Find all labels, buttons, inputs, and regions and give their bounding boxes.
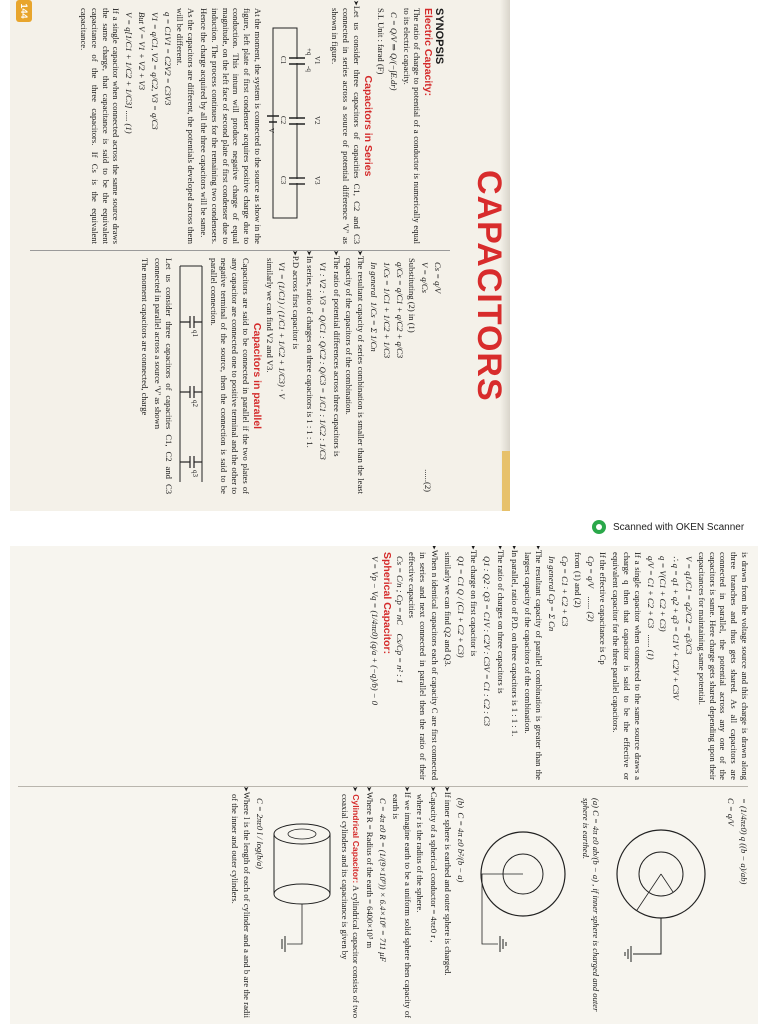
right-column <box>137 255 444 494</box>
spherical-c-def-eq: C = q/V <box>726 798 737 826</box>
parallel-equivalent-text: If a single capacitor when connected to the same source draws a charge q then that capacitor is said to be the effective or equivalent capacitor for the three parallel capacitors. <box>611 552 643 780</box>
series-body: At the moment, the system is connected to the source as show in the figure, left plate of first condenser acquires positive charge due to conduction. This inturn will produce negative charge of equal magnitude, on the left face of second plate of first condenser due to induction. The process continues for the remaining two condensers. Hence the charge acquired by all the three capacitors will be same. <box>199 8 264 244</box>
v1-eq: V1 = (1/C1) / (1/C1 + 1/C2 + 1/C3) · V <box>277 262 288 399</box>
q1-eq: Q1 = C1 Q / (C1 + C2 + C3) <box>455 556 466 658</box>
page-edge-strip <box>502 451 510 511</box>
cp-sum-eq: Cp = C1 + C2 + C3 <box>560 556 571 627</box>
label-v2: V2 <box>313 116 322 125</box>
series-voltage-eq: V = q[1/C1 + 1/C2 + 1/C3] ..... (1) <box>124 12 135 134</box>
upper-page-scan <box>10 0 510 511</box>
label-q3: q3 <box>190 470 199 477</box>
series-body-2: As the capacitors are different, the potentials developed across them will be different. <box>175 8 197 244</box>
column-divider <box>30 250 450 251</box>
v-cs-eq: V = q/Cs <box>420 262 431 293</box>
parallel-q-eq: q = V(C1 + C2 + C3) <box>658 556 669 632</box>
label-v1: V1 <box>313 56 322 65</box>
charge-ratio-eq: Q1 : Q2 : Q3 = C1V : C2V : C3V = C1 : C2 : C3 <box>482 556 493 727</box>
parallel-heading: Capacitors in parallel <box>250 322 263 430</box>
spherical-capacitor-figure-b <box>468 814 578 994</box>
chapter-title: CAPACITORS <box>470 170 508 402</box>
scanner-label-text: Scanned with OKEN Scanner <box>613 521 745 533</box>
parallel-q-sum-eq: ∴ q = q1 + q2 + q3 = C1V + C2V + C3V <box>671 556 682 700</box>
cp-general-eq: In general Cp = Σ Cn <box>547 556 558 632</box>
series-intro: ➤ Let us consider three capacitors of capacities C1, C2 and C3 connected in series across a source of potential difference 'V' as shown in figure. <box>329 8 362 244</box>
parallel-text: Capacitors are said to be connected in parallel if the two plates of any capacitor are connected one to positive terminal and the other to negative terminal of the source, then the connection is said to be parallel connection. <box>208 258 252 494</box>
parallel-v-eq: V = q1/C1 = q2/C2 = q3/C3 <box>684 556 695 655</box>
cylindrical-c-eq: C = 2πε0 l / log(b/a) <box>254 798 265 870</box>
label-minus-q: -q <box>305 66 314 72</box>
parallel-charge-text: is drawn from the voltage source and this charge is drawn along three branches and thus gets shared. As all capacitors are connected in parallel, the potential across any one of the capacitors is same. Here charge gets shared depending upon their capacitances for maintaining same potential. <box>696 552 750 780</box>
electric-capacity-heading: Electric Capacity: <box>422 8 435 97</box>
similarly-v2-v3: similarly we can find V2 and V3. <box>264 258 275 373</box>
lower-column-2 <box>227 791 750 1018</box>
spherical-c-case-a-eq: (a) C = 4π ε0 ab/(b − a) , if inner sphere is charged and outer sphere is earthed. <box>580 798 602 1012</box>
bullet-pd-ratio: ➤ The ratio of potential differences across three capacitors is <box>330 258 342 494</box>
cs-cp-ratio-eq: Cs = C/n ; Cp = nC Cs/Cp = n² : 1 <box>394 556 405 684</box>
inverse-sum-eq: 1/Cs = 1/C1 + 1/C2 + 1/C3 <box>381 262 392 359</box>
parallel-text-3: The moment capacitors are connected, charge <box>140 258 151 416</box>
spherical-c-case-b-eq: (b) C = 4π ε0 b²/(b − a) <box>455 798 466 883</box>
bullet-charge-ratio: ➤ In series, ratio of charges on three capacitors is 1 : 1 : 1. <box>303 258 315 494</box>
parallel-effective-text: If the effective capacitance is Cp <box>598 552 609 665</box>
bullet-earth-radius: ➤ Where R = Radius of the earth = 6400×10³ m <box>363 794 375 1018</box>
bullet-first-charge: ➤ The charge on first capacitor is <box>468 552 480 780</box>
cylindrical-capacitor-figure <box>267 804 337 1004</box>
series-heading: Capacitors in Series <box>362 75 375 177</box>
earth-capacity-eq: C = 4π ε0 R = (1/(9×10⁹)) × 6.4×10⁶ = 711 μF <box>378 798 389 962</box>
column-divider-1 <box>18 786 748 787</box>
similarly-q2-q3: similarly we can find Q2 and Q3. <box>442 552 453 667</box>
pd-ratio-eq: V1 : V2 : V3 = Q/C1 : Q/C2 : Q/C3 = 1/C1 : 1/C2 : 1/C3 <box>317 262 328 460</box>
bullet-earth-capacity: ➤ If we imagine earth to be a uniform solid sphere then capacity of earth is <box>390 794 413 1018</box>
cs-definition-eq: Cs = q/V <box>433 262 443 294</box>
substituted-eq: q/Cs = q/C1 + q/C2 + q/C3 <box>394 262 405 359</box>
cylindrical-capacitor-heading: Cylindrical Capacitor: <box>351 794 362 884</box>
series-equivalent-text: If a single capacitor when connected across the same source draws the same charge, that capacitance is said to be the equivalent capacitance of the three capacitors. If Cs is the equivalent capacitance. <box>79 8 122 244</box>
substitution-text: Substituting (2) in (1) <box>407 258 418 333</box>
cylindrical-capacitor-text: A cylindrical capacitor consists of two coaxial cylinders and its capacitance is given by <box>339 794 362 1018</box>
eq-label-2: ......(2) <box>423 469 433 492</box>
spherical-capacitor-figure <box>603 814 723 994</box>
general-series-eq: In general 1/Cs = Σ 1/Cn <box>369 262 380 352</box>
synopsis-heading: SYNOPSIS <box>433 8 445 65</box>
cylindrical-intro <box>339 794 362 1018</box>
bullet-parallel-greater: ➤ The resultant capacity of parallel combination is greater than the largest capacity of the capacitors of the combination. <box>522 552 545 780</box>
capacity-equation: C = Q/V ⇒ Q/(−∫E.dr) <box>388 12 399 91</box>
bullet-series-smaller: ➤ The resultant capacity of series combination is smaller than the least capacity of the capacitors of the combination. <box>344 258 367 494</box>
equal-charge-eq: q = C1V1 = C2V2 = C3V3 <box>162 12 173 106</box>
from-1-2-text: from (1) and (2) <box>572 552 583 608</box>
label-q1: q1 <box>190 330 199 337</box>
scanner-logo-icon <box>592 520 606 534</box>
label-c1: C1 <box>279 56 288 65</box>
left-column <box>76 5 445 244</box>
label-plus-q: +q <box>305 48 314 56</box>
parallel-circuit-diagram <box>176 262 206 490</box>
parallel-q-over-v-eq: q/V = C1 + C2 + C3 ...... (1) <box>645 556 656 660</box>
label-c2: C2 <box>279 116 288 125</box>
cp-eq: Cp = q/V ...... (2) <box>585 556 596 622</box>
cylinder-definition: ➤ Where l is the length of each of cylinder and a and b are the radii of the inner and outer cylinders. <box>229 794 252 1018</box>
label-source-v: V <box>267 128 276 134</box>
spherical-capacitor-heading: Spherical Capacitor: <box>380 552 393 655</box>
bullet-parallel-pd: ➤ In parallel, ratio of P.D. on three capacitors is 1 : 1 : 1. <box>508 552 520 780</box>
label-v3: V3 <box>313 176 322 185</box>
voltages-eq: V1 = q/C1, V2 = q/C2, V3 = q/C3 <box>149 12 160 130</box>
si-unit: S.I. Unit : farad (F) <box>376 8 387 75</box>
bullet-inner-earthed: ➤ If inner sphere is earthed and outer sphere is charged. <box>441 794 453 1018</box>
lower-column-1 <box>367 549 750 780</box>
series-circuit-diagram <box>267 18 327 230</box>
bullet-parallel-charge-ratio: ➤ The ratio of charges on three capacitors is <box>494 552 506 780</box>
electric-capacity-text: The ratio of charge to potential of a conductor is numerically equal to its electric capacity. <box>401 8 423 244</box>
label-c3: C3 <box>279 176 288 185</box>
lower-page-content <box>10 546 758 1024</box>
spherical-v-eq: V = Vp − Vq = (1/4πε0) (q/a + (−q)/b) − 0 <box>370 556 381 706</box>
sum-voltage-eq: But V = V1 + V2 + V3 <box>137 12 148 91</box>
spherical-v-simplified-eq: = (1/4πε0) q ((b − a)/ab) <box>739 798 749 885</box>
bullet-identical-capacitors: ➤ When n identical capacitors each of capacity C are first connected in series and next connected in parallel then the ratio of their effective capacities <box>407 552 440 780</box>
radius-text: where r is the radius of the sphere. <box>415 794 426 913</box>
label-q2: q2 <box>190 400 199 407</box>
parallel-text-2: Let us consider three capacitors of capacities C1, C2 and C3 connected in parallel across a source 'V' as shown <box>153 258 174 494</box>
lower-page-scan <box>10 546 758 1024</box>
scanner-watermark <box>592 518 744 536</box>
page-number-badge: 144 <box>16 0 32 22</box>
upper-page-content <box>10 0 510 511</box>
bullet-spherical-conductor: ➤ Capacity of a spherical conductor = 4πε0 r , <box>427 794 439 1018</box>
bullet-pd-first: ➤ P.D across first capacitor is <box>289 258 301 494</box>
